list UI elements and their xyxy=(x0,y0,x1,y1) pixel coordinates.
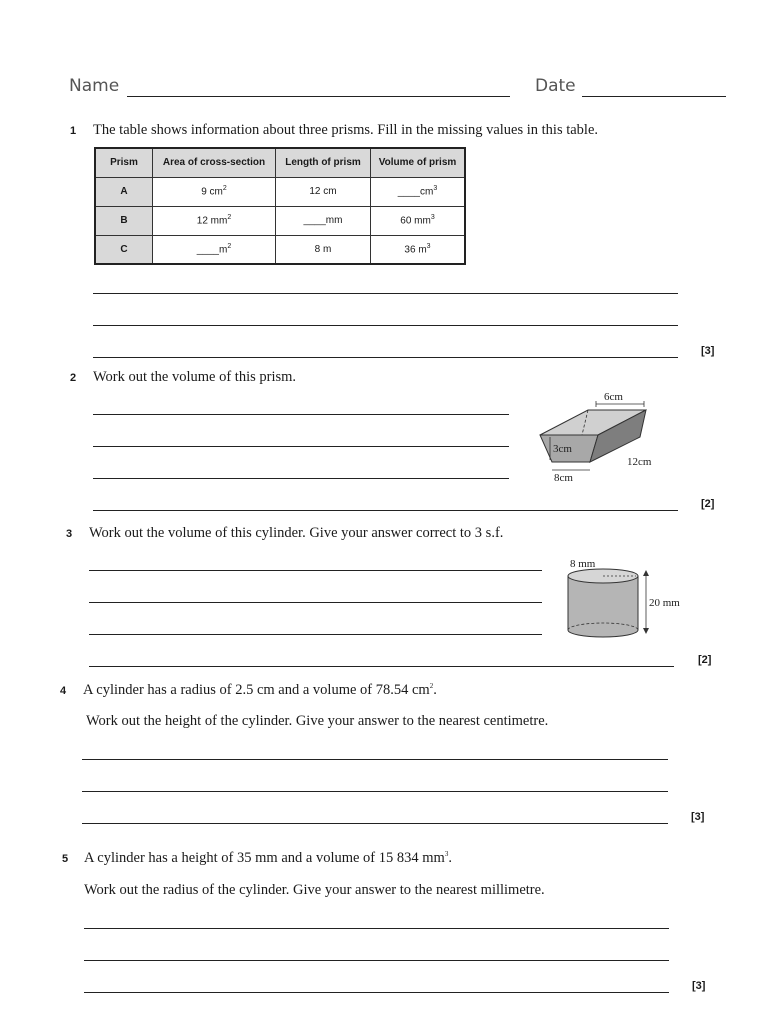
prism-top-label: 6cm xyxy=(604,391,623,403)
answer-line[interactable] xyxy=(93,478,509,479)
name-label: Name xyxy=(69,76,120,96)
table-row xyxy=(95,177,465,206)
answer-line[interactable] xyxy=(89,666,674,667)
table-row xyxy=(95,206,465,235)
question-3-text: Work out the volume of this cylinder. Give your answer correct to 3 s.f. xyxy=(89,525,504,541)
answer-line[interactable] xyxy=(93,357,678,358)
question-5-marks: [3] xyxy=(692,980,706,992)
question-2-number: 2 xyxy=(70,372,77,384)
area-cell: 12 $mm^2$ xyxy=(153,206,276,235)
answer-line[interactable] xyxy=(89,602,542,603)
question-5-text: A cylinder has a height of 35 mm and a volume of 15 834 $mm^3$. xyxy=(84,850,452,866)
question-3-marks: [2] xyxy=(698,654,712,666)
table-row xyxy=(95,235,465,264)
column-header-prism: Prism xyxy=(95,148,153,177)
question-4-instruction: Work out the height of the cylinder. Give your answer to the nearest centimetre. xyxy=(86,713,549,729)
question-1-marks: [3] xyxy=(701,345,715,357)
answer-line[interactable] xyxy=(93,293,678,294)
volume-cell-blank[interactable]: $\_\_\_\_cm^3$ xyxy=(371,177,466,206)
answer-line[interactable] xyxy=(84,928,669,929)
answer-line[interactable] xyxy=(93,510,678,511)
cylinder-figure xyxy=(560,556,690,640)
question-5-instruction: Work out the radius of the cylinder. Give your answer to the nearest millimetre. xyxy=(84,882,545,898)
question-3-number: 3 xyxy=(66,528,73,540)
question-2-text: Work out the volume of this prism. xyxy=(93,369,297,385)
prism-name: A xyxy=(95,177,153,206)
trapezoid-prism-figure xyxy=(532,388,662,486)
answer-line[interactable] xyxy=(82,791,668,792)
answer-line[interactable] xyxy=(93,414,509,415)
name-field-line[interactable] xyxy=(127,96,510,97)
answer-line[interactable] xyxy=(89,634,542,635)
length-cell-blank[interactable]: ____mm xyxy=(276,206,371,235)
answer-line[interactable] xyxy=(89,570,542,571)
column-header-area: Area of cross-section xyxy=(153,148,276,177)
answer-line[interactable] xyxy=(82,823,668,824)
prism-height-label: 3cm xyxy=(553,443,572,455)
answer-line[interactable] xyxy=(84,992,669,993)
prism-base-label: 8cm xyxy=(554,472,573,484)
length-cell: 8 m xyxy=(276,235,371,264)
volume-cell: 60 $mm^3$ xyxy=(371,206,466,235)
question-1-text: The table shows information about three prisms. Fill in the missing values in this table. xyxy=(93,122,599,138)
question-4-text: A cylinder has a radius of 2.5 cm and a volume of 78.54 $cm^2$. xyxy=(83,682,437,698)
question-4-number: 4 xyxy=(60,685,67,697)
answer-line[interactable] xyxy=(93,446,509,447)
cylinder-height-label: 20 mm xyxy=(649,597,680,609)
prism-name: C xyxy=(95,235,153,264)
question-4-marks: [3] xyxy=(691,811,705,823)
prism-name: B xyxy=(95,206,153,235)
prism-length-label: 12cm xyxy=(627,456,652,468)
question-2-marks: [2] xyxy=(701,498,715,510)
answer-line[interactable] xyxy=(84,960,669,961)
length-cell: 12 cm xyxy=(276,177,371,206)
area-cell: 9 $cm^2$ xyxy=(153,177,276,206)
prism-table xyxy=(94,147,466,265)
answer-line[interactable] xyxy=(93,325,678,326)
column-header-volume: Volume of prism xyxy=(371,148,466,177)
date-label: Date xyxy=(535,76,576,96)
cylinder-diameter-label: 8 mm xyxy=(570,558,596,570)
column-header-length: Length of prism xyxy=(276,148,371,177)
volume-cell: 36 $m^3$ xyxy=(371,235,466,264)
date-field-line[interactable] xyxy=(582,96,726,97)
area-cell-blank[interactable]: $\_\_\_\_m^2$ xyxy=(153,235,276,264)
answer-line[interactable] xyxy=(82,759,668,760)
question-1-number: 1 xyxy=(70,125,77,137)
question-5-number: 5 xyxy=(62,853,69,865)
